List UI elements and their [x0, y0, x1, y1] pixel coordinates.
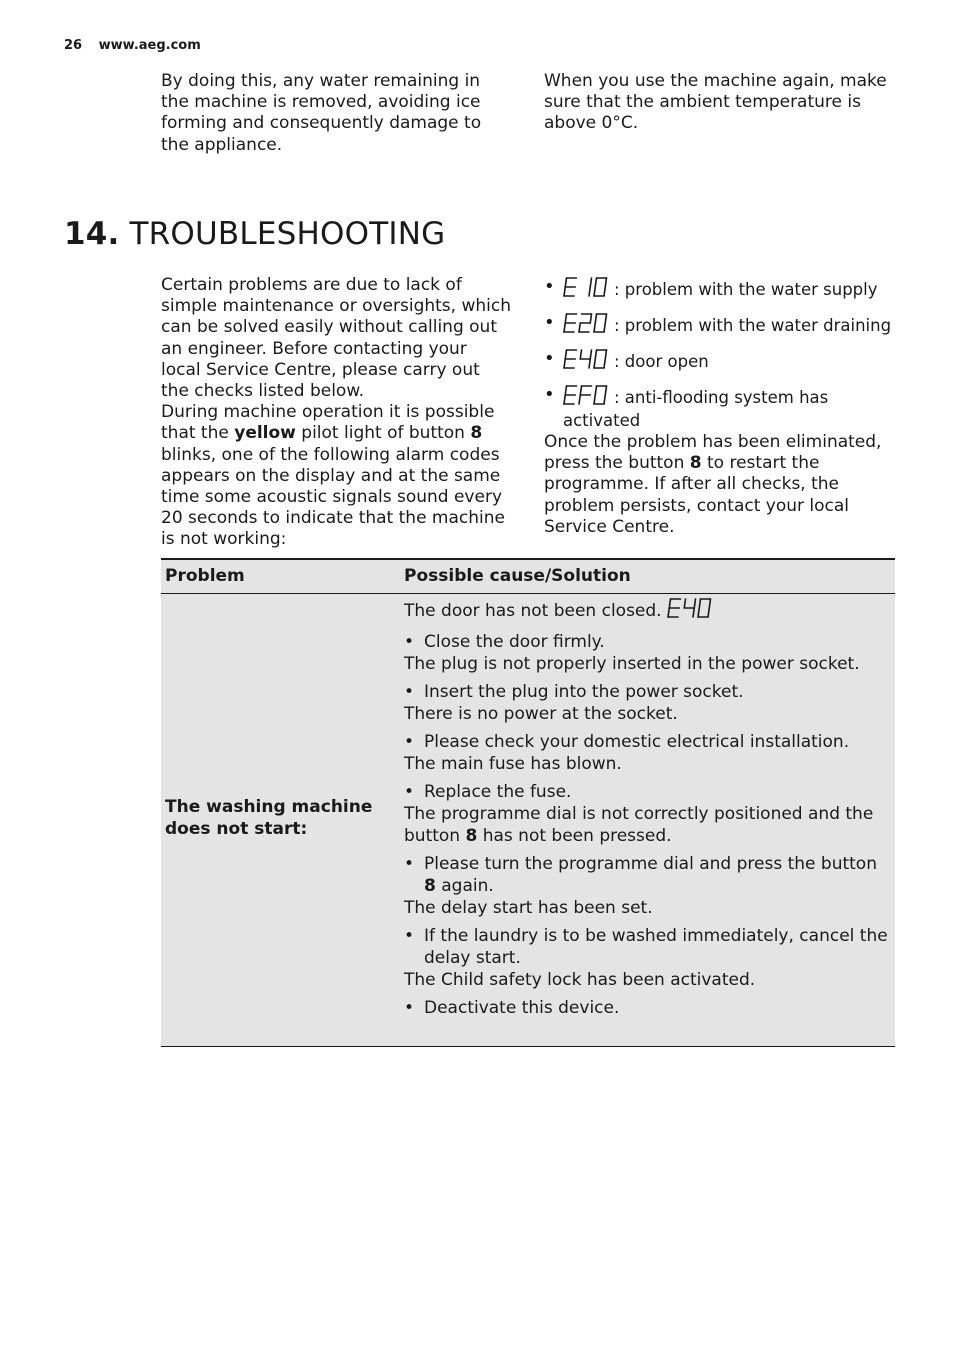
bold-yellow: yellow [234, 423, 296, 444]
segment [604, 287, 605, 296]
text-run: again. [435, 876, 494, 896]
text-run: If the laundry is to be washed immediately, cancel the delay start. [424, 926, 888, 968]
text-run: Deactivate this device. [424, 998, 620, 1018]
text-run: Once the problem has been eliminated, press the button [544, 432, 882, 474]
segment [590, 314, 591, 323]
cause-text: The plug is not properly inserted in the power socket. [404, 654, 860, 674]
solution-bullet: • Deactivate this device. [404, 998, 620, 1018]
segment [589, 287, 590, 296]
segment [669, 599, 670, 608]
column-header-solution: Possible cause/Solution [404, 566, 631, 586]
solution-bullet: • Please check your domestic electrical installation. [404, 732, 850, 752]
seven-segment-glyphs [563, 385, 610, 406]
segment [580, 386, 581, 395]
segment [580, 350, 581, 359]
problem-cell: The washing machine does not start: [165, 797, 373, 839]
intro-left-text: By doing this, any water remaining in the machine is removed, avoiding ice forming and consequently damage to the appliance. [161, 71, 482, 155]
segment [565, 278, 566, 287]
cause-text: The Child safety lock has been activated. [404, 970, 756, 990]
segment [565, 386, 566, 395]
section-heading [64, 216, 445, 252]
segment [708, 608, 709, 617]
segment [579, 395, 580, 404]
alarm-code-text: : anti-flooding system has activated [563, 388, 829, 430]
page-number: 26 [64, 38, 83, 53]
bold-button-number: 8 [465, 826, 478, 846]
text-run: Close the door firmly. [424, 632, 605, 652]
cause-text: There is no power at the socket. [404, 704, 678, 724]
text-run: Please turn the programme dial and press the button [424, 854, 877, 874]
alarm-code-item: • : door open [544, 349, 894, 375]
seven-segment-glyphs [563, 277, 610, 298]
segment [590, 350, 591, 359]
solution-bullet: • If the laundry is to be washed immediately, cancel the delay start. [404, 926, 888, 968]
segment [595, 350, 596, 359]
alarm-code-text: : problem with the water draining [614, 316, 892, 335]
cause-text: The delay start has been set. [404, 898, 653, 918]
segment [605, 386, 606, 395]
seven-segment-glyphs [667, 598, 714, 619]
segment [694, 599, 695, 608]
text-run: pilot light of button [295, 423, 471, 444]
cause-text [404, 598, 889, 625]
segment [605, 314, 606, 323]
alarm-code-item: • : problem with the water supply [544, 277, 894, 303]
body-left [161, 275, 511, 551]
table-row [161, 594, 895, 1047]
segment [565, 314, 566, 323]
segment [589, 359, 590, 368]
alarm-code-text: : door open [614, 352, 709, 371]
body-right-text [544, 432, 894, 538]
section-title: TROUBLESHOOTING [129, 216, 446, 252]
text-run: Insert the plug into the power socket. [424, 682, 744, 702]
segment [564, 359, 565, 368]
text-run: During machine operation it is possible that the [161, 402, 495, 444]
seven-segment-glyphs [563, 313, 610, 334]
solution-bullet: • Close the door firmly. [404, 632, 605, 652]
segment [595, 314, 596, 323]
segment [604, 323, 605, 332]
bold-button-number: 8 [424, 876, 436, 896]
segment [605, 350, 606, 359]
segment [595, 386, 596, 395]
segment [594, 287, 595, 296]
body-left-p1: Certain problems are due to lack of simple maintenance or oversights, which can be solved easily without calling out an engineer. Before contacting your local Service Centre, please carry out the checks listed below. [161, 275, 511, 402]
text-run: The door has not been closed. [404, 601, 662, 621]
intro-right-text: When you use the machine again, make sure that the ambient temperature is above 0°C. [544, 71, 887, 134]
segment [604, 395, 605, 404]
segment [564, 323, 565, 332]
column-header-problem: Problem [165, 566, 245, 586]
segment [699, 599, 700, 608]
segment [594, 395, 595, 404]
display-code-icon [563, 277, 610, 303]
display-code-icon [563, 385, 610, 411]
segment [668, 608, 669, 617]
segment [693, 608, 694, 617]
solution-bullet: • Please turn the programme dial and press the button 8 again. [404, 854, 877, 896]
segment [594, 323, 595, 332]
segment [564, 395, 565, 404]
text-run: blinks, one of the following alarm codes appears on the display and at the same time some acoustic signals sound every 20 seconds to indicate that the machine is not working: [161, 444, 505, 550]
segment [698, 608, 699, 617]
segment [579, 323, 580, 332]
solution-cell [404, 598, 889, 1019]
table-header-row [161, 558, 895, 594]
page-header [64, 38, 201, 53]
segment [709, 599, 710, 608]
section-number: 14. [64, 216, 120, 252]
alarm-code-text: : problem with the water supply [614, 280, 878, 299]
alarm-code-item: • : problem with the water draining [544, 313, 894, 339]
display-code-icon [563, 349, 610, 375]
cause-text [404, 803, 889, 847]
segment [594, 359, 595, 368]
segment [590, 278, 591, 287]
display-code-icon [667, 598, 714, 625]
bold-button-number: 8 [689, 453, 702, 474]
display-code-icon [563, 313, 610, 339]
alarm-code-list [544, 277, 894, 431]
segment [684, 599, 685, 608]
cause-text: The main fuse has blown. [404, 754, 622, 774]
text-run: Replace the fuse. [424, 782, 572, 802]
segment [595, 278, 596, 287]
troubleshooting-table [161, 558, 895, 1047]
seven-segment-glyphs [563, 349, 610, 370]
text-run: The programme dial is not correctly positioned and the button [404, 804, 874, 846]
text-run: has not been pressed. [477, 826, 672, 846]
body-left-p2 [161, 402, 511, 550]
solution-bullet: • Replace the fuse. [404, 782, 572, 802]
intro-left [161, 71, 511, 156]
solution-bullet: • Insert the plug into the power socket. [404, 682, 744, 702]
text-run: Please check your domestic electrical installation. [424, 732, 850, 752]
alarm-code-item: • : anti-flooding system has activated [544, 384, 829, 430]
segment [565, 350, 566, 359]
intro-right [544, 71, 894, 135]
site-url: www.aeg.com [98, 38, 201, 53]
body-right [544, 277, 894, 538]
segment [604, 359, 605, 368]
segment [564, 287, 565, 296]
text-run: to restart the programme. If after all checks, the problem persists, contact your local Service Centre. [544, 453, 850, 537]
bold-button-number: 8 [470, 423, 483, 444]
segment [605, 278, 606, 287]
